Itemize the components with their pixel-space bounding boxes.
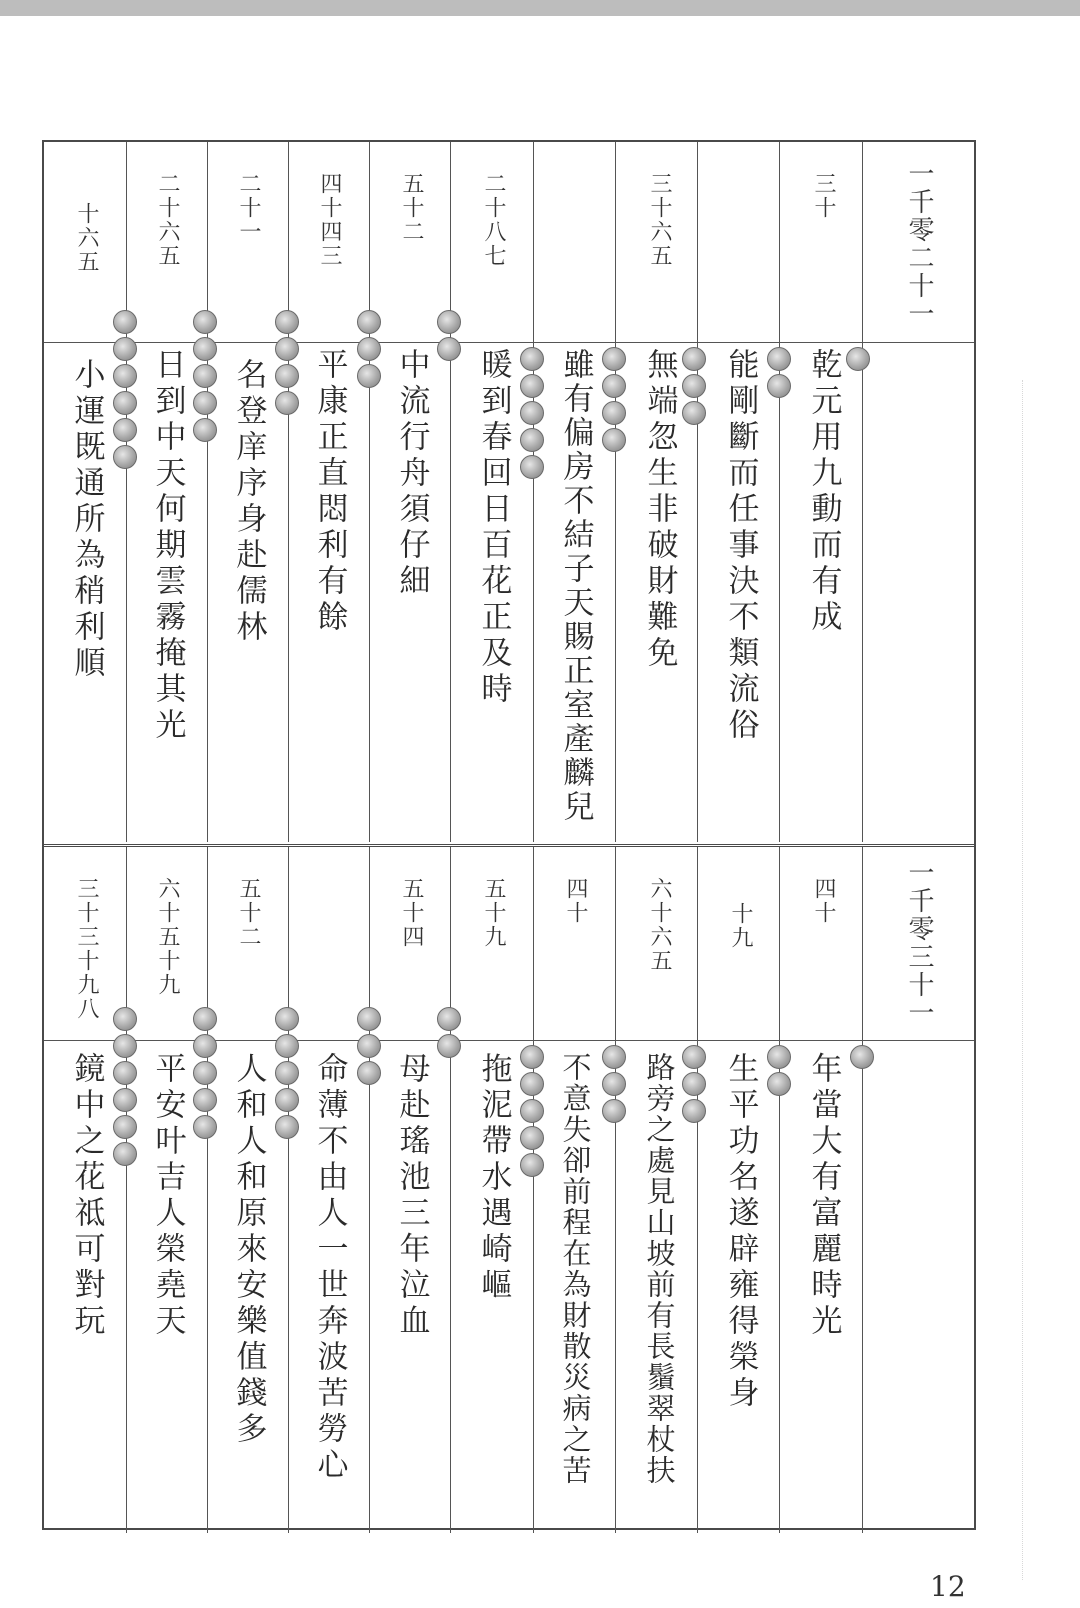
column-number — [620, 172, 698, 268]
col-divider — [126, 847, 127, 1533]
verse-text: 鏡中之花祗可對玩 — [68, 1052, 105, 1340]
verse-text: 日到中天何期雲霧掩其光 — [149, 348, 186, 744]
verse-cell — [454, 348, 532, 708]
column-number-text: 四十四三 — [317, 172, 342, 268]
verse-text: 中流行舟須仔細 — [393, 348, 430, 600]
col-divider — [450, 847, 451, 1533]
col-divider — [207, 142, 208, 842]
verse-cell — [290, 348, 368, 636]
bead-dot — [193, 310, 217, 334]
verse-cell — [372, 348, 450, 600]
column-number — [209, 172, 287, 244]
column-number — [454, 172, 532, 268]
verse-cell — [536, 348, 614, 824]
verse-text: 人和人和原來安樂值錢多 — [230, 1052, 267, 1448]
section-1021 — [44, 142, 974, 842]
bead-dot — [193, 1007, 217, 1031]
column-number — [372, 172, 450, 244]
col-divider — [862, 847, 863, 1533]
verse-text: 能剛斷而任事決不類流俗 — [722, 348, 759, 744]
column-number-text: 十六五 — [74, 202, 99, 274]
verse-cell — [128, 348, 206, 744]
column-number-text: 二十八七 — [481, 172, 506, 268]
oracle-table — [42, 140, 976, 1530]
col-divider — [533, 847, 534, 1533]
column-number-text: 三十六五 — [647, 172, 672, 268]
col-divider — [533, 142, 534, 842]
column-number-text: 五十二 — [236, 877, 261, 949]
verse-cell — [701, 1052, 779, 1412]
col-divider — [288, 847, 289, 1533]
verse-text: 不意失卻前程在為財散災病之苦 — [558, 1052, 593, 1486]
verse-cell — [372, 1052, 450, 1340]
column-number — [47, 202, 125, 274]
bead-dot — [437, 1007, 461, 1031]
verse-cell — [784, 1052, 862, 1340]
margin-line — [1022, 380, 1023, 1580]
column-number-text: 五十四 — [399, 877, 424, 949]
column-number — [454, 877, 532, 949]
verse-cell — [784, 348, 862, 636]
verse-text: 生平功名遂辟雍得榮身 — [722, 1052, 759, 1412]
verse-cell — [47, 1052, 125, 1340]
top-scan-band — [0, 0, 1080, 16]
column-number-text: 二十六五 — [155, 172, 180, 268]
verse-cell — [209, 358, 287, 646]
column-number-text: 三十 — [811, 172, 836, 220]
column-number — [128, 877, 206, 997]
column-number — [209, 877, 287, 949]
column-number-text: 四十 — [563, 877, 588, 925]
section-number-text: 一千零三十一 — [904, 859, 934, 1027]
verse-text: 年當大有富麗時光 — [805, 1052, 842, 1340]
verse-cell — [454, 1052, 532, 1304]
verse-cell — [47, 358, 125, 682]
section-number — [880, 859, 958, 1027]
col-divider — [288, 142, 289, 842]
column-number — [290, 172, 368, 268]
col-divider — [779, 142, 780, 842]
column-number-text: 五十九 — [481, 877, 506, 949]
column-number — [784, 877, 862, 925]
column-number — [47, 877, 125, 1021]
column-number — [784, 172, 862, 220]
col-divider — [207, 847, 208, 1533]
column-number-text: 四十 — [811, 877, 836, 925]
bead-dot — [113, 1007, 137, 1031]
col-divider — [450, 142, 451, 842]
verse-text: 命薄不由人一世奔波苦勞心 — [311, 1052, 348, 1484]
verse-cell — [128, 1052, 206, 1340]
verse-text: 無端忽生非破財難免 — [641, 348, 678, 672]
verse-cell — [620, 348, 698, 672]
col-divider — [862, 142, 863, 842]
section-number — [880, 160, 958, 328]
column-number-text: 三十三十九八 — [74, 877, 99, 1021]
section-1031 — [44, 844, 974, 1533]
verse-text: 小運既通所為稍利順 — [68, 358, 105, 682]
column-number — [372, 877, 450, 949]
bead-dot — [275, 310, 299, 334]
column-number-text: 六十六五 — [647, 877, 672, 973]
column-number — [536, 877, 614, 925]
column-number-text: 二十一 — [236, 172, 261, 244]
col-divider — [126, 142, 127, 842]
col-divider — [369, 142, 370, 842]
verse-cell — [209, 1052, 287, 1448]
verse-text: 名登庠序身赴儒林 — [230, 358, 267, 646]
column-number — [620, 877, 698, 973]
column-number — [128, 172, 206, 268]
bead-dot — [357, 1007, 381, 1031]
verse-text: 平安叶吉人榮堯天 — [149, 1052, 186, 1340]
col-divider — [615, 847, 616, 1533]
verse-cell — [701, 348, 779, 744]
verse-text: 平康正直悶利有餘 — [311, 348, 348, 636]
bead-marks — [436, 1007, 462, 1058]
column-number-text: 十九 — [728, 902, 753, 950]
col-divider — [369, 847, 370, 1533]
col-divider — [779, 847, 780, 1533]
col-divider — [615, 142, 616, 842]
section-number-text: 一千零二十一 — [904, 160, 934, 328]
bead-dot — [437, 310, 461, 334]
column-number-text: 五十二 — [399, 172, 424, 244]
verse-text: 乾元用九動而有成 — [805, 348, 842, 636]
verse-cell — [536, 1052, 614, 1486]
verse-text: 暖到春回日百花正及時 — [475, 348, 512, 708]
verse-text: 路旁之處見山坡前有長鬚翠杖扶 — [642, 1052, 677, 1486]
verse-text: 拖泥帶水遇崎嶇 — [475, 1052, 512, 1304]
column-number — [701, 902, 779, 950]
verse-cell — [620, 1052, 698, 1486]
column-number-text: 六十五十九 — [155, 877, 180, 997]
page-number: 12 — [930, 1570, 966, 1603]
bead-dot — [113, 310, 137, 334]
header-divider — [44, 342, 974, 343]
bead-dot — [275, 1007, 299, 1031]
bead-dot — [357, 310, 381, 334]
verse-text: 母赴瑤池三年泣血 — [393, 1052, 430, 1340]
header-divider — [44, 1040, 974, 1041]
verse-text: 雖有偏房不結子天賜正室產麟兒 — [557, 348, 594, 824]
verse-cell — [290, 1052, 368, 1484]
